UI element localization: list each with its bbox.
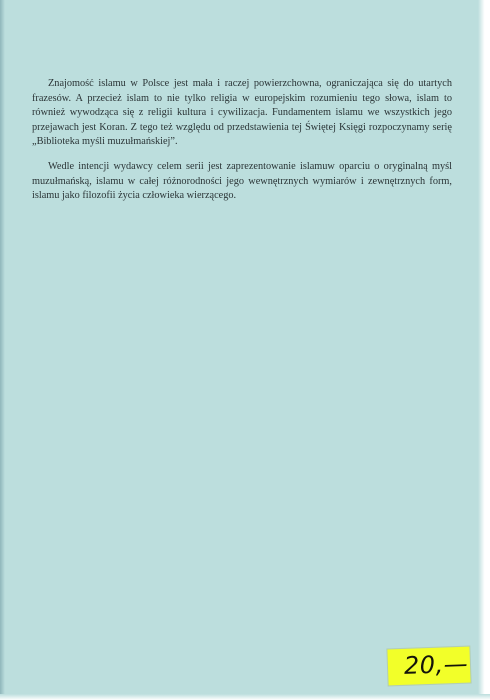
blurb-paragraph-1: Znajomość islamu w Polsce jest mała i raczej powierzchowna, ograniczająca się do utartych frazesów. A przecież islam to nie tylko religia w europejskim rozumieniu tego słowa, islam to również wywodząca się z religii kultura i cywilizacja. Fundamentem islamu we wszystkich jego przejawach jest Koran. Z tego też względu od przedstawienia tej Świętej Księgi rozpoczynamy serię „Biblioteka myśli muzułmańskiej”. — [32, 78, 452, 148]
cover-right-edge — [478, 0, 490, 700]
cover-bottom-edge — [0, 694, 490, 700]
price-sticker — [387, 647, 470, 686]
blurb-text — [32, 77, 452, 214]
blurb-paragraph-2: Wedle intencji wydawcy celem serii jest zaprezentowanie islamuw oparciu o oryginalną myśl muzułmańską, islamu w całej różnorodności jego wewnętrznych wymiarów i zewnętrznych form, islamu jako filozofii życia człowieka wierzącego. — [32, 160, 452, 202]
cover-left-edge — [0, 0, 5, 700]
price-text: 20,— — [403, 649, 469, 680]
